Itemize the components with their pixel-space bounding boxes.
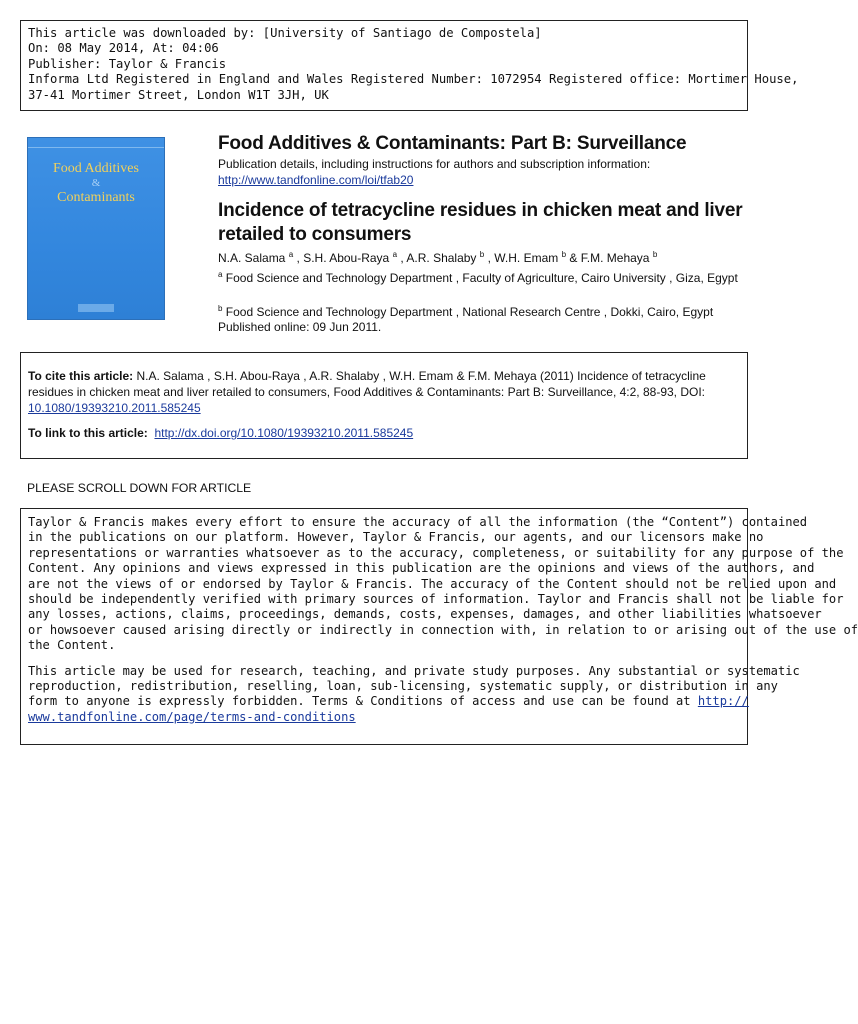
cover-title-line: Contaminants <box>57 190 135 205</box>
citation-label: To cite this article: <box>28 369 134 383</box>
separator: & <box>569 251 578 265</box>
citation-box <box>20 352 748 459</box>
usage-line <box>28 694 749 709</box>
journal-url-link[interactable]: http://www.tandfonline.com/loi/tfab20 <box>218 173 414 187</box>
author-name: N.A. Salama <box>218 251 286 265</box>
disclaimer-line: in the publications on our platform. However, Taylor & Francis, our agents, and our licensors make no <box>28 530 764 545</box>
disclaimer-line: Content. Any opinions and views expressed in this publication are the opinions and views of the authors, and <box>28 561 815 576</box>
separator: , <box>487 251 491 265</box>
download-info-line: On: 08 May 2014, At: 04:06 <box>28 41 219 56</box>
cover-title-line: Food Additives <box>53 161 139 176</box>
author-name: F.M. Mehaya <box>580 251 650 265</box>
download-info-box <box>20 20 799 111</box>
published-date: Published online: 09 Jun 2011. <box>218 320 382 334</box>
separator: , <box>400 251 404 265</box>
affiliation-mark: b <box>652 250 658 259</box>
disclaimer-line: should be independently verified with primary sources of information. Taylor and Francis shall not be liable for <box>28 592 844 607</box>
download-info-line: This article was downloaded by: [University of Santiago de Compostela] <box>28 26 542 40</box>
affiliation-mark: b <box>218 304 223 313</box>
publication-details: Publication details, including instructions for authors and subscription information: <box>218 157 651 171</box>
article-link-line <box>28 426 740 440</box>
author-name: S.H. Abou-Raya <box>303 251 390 265</box>
affiliation-text: Food Science and Technology Department , National Research Centre , Dokki, Cairo, Egypt <box>225 305 714 319</box>
affiliation-mark: b <box>479 250 485 259</box>
usage-paragraph <box>28 663 800 726</box>
terms-link[interactable]: http:// <box>697 694 749 709</box>
disclaimer-line: or howsoever caused arising directly or indirectly in connection with, in relation to or arising out of the use of <box>28 622 858 637</box>
citation-body: N.A. Salama , S.H. Abou-Raya , A.R. Shalaby , W.H. Emam & F.M. Mehaya (2011) Incidence of tetracycline residues in chicken meat and liver retailed to consumers, Food Additives & Contaminants: Part B: Surveillance, 4:2, 88-93, DOI: <box>28 369 706 399</box>
article-title: Incidence of tetracycline residues in chicken meat and liver retailed to consumers <box>218 200 743 245</box>
journal-title: Food Additives & Contaminants: Part B: Surveillance <box>218 133 687 154</box>
cover-top-strip <box>28 138 164 148</box>
disclaimer-line: are not the views of or endorsed by Taylor & Francis. The accuracy of the Content should not be relied upon and <box>28 576 837 591</box>
affiliation-text: Food Science and Technology Department , Faculty of Agriculture, Cairo University , Giza, Egypt <box>225 271 738 285</box>
disclaimer-line: representations or warranties whatsoever as to the accuracy, completeness, or suitability for any purpose of the <box>28 545 844 560</box>
download-info-line: Publisher: Taylor & Francis <box>28 56 227 71</box>
download-info-line: Informa Ltd Registered in England and Wales Registered Number: 1072954 Registered office: Mortimer House, <box>28 72 799 87</box>
affiliation-mark: b <box>561 250 567 259</box>
affiliation-a <box>218 271 748 287</box>
disclaimer-line: any losses, actions, claims, proceedings, demands, costs, expenses, damages, and other liabilities whatsoever <box>28 607 822 622</box>
journal-cover-image <box>27 137 165 320</box>
usage-line <box>28 710 740 725</box>
citation-text <box>28 368 740 416</box>
author-name: A.R. Shalaby <box>406 251 477 265</box>
article-link-label: To link to this article: <box>28 426 148 440</box>
affiliation-mark: a <box>218 270 223 279</box>
article-doi-url-link[interactable]: http://dx.doi.org/10.1080/19393210.2011.585245 <box>154 426 414 440</box>
usage-line: This article may be used for research, teaching, and private study purposes. Any substantial or systematic <box>28 663 800 678</box>
terms-link[interactable]: www.tandfonline.com/page/terms-and-conditions <box>28 709 356 724</box>
affiliation-mark: a <box>288 250 294 259</box>
download-info-line: 37-41 Mortimer Street, London W1T 3JH, UK <box>28 87 329 102</box>
usage-line: reproduction, redistribution, reselling, loan, sub-licensing, systematic supply, or distribution in any <box>28 679 778 694</box>
scroll-down-notice: PLEASE SCROLL DOWN FOR ARTICLE <box>27 481 252 495</box>
separator: , <box>296 251 300 265</box>
doi-link[interactable]: 10.1080/19393210.2011.585245 <box>28 401 201 415</box>
affiliation-b <box>218 305 713 319</box>
author-list <box>218 251 657 265</box>
cover-title-amp: & <box>91 177 101 189</box>
disclaimer-box <box>20 508 858 745</box>
disclaimer-line: Taylor & Francis makes every effort to ensure the accuracy of all the information (the “Content”) contained <box>28 515 808 529</box>
disclaimer-line: the Content. <box>28 638 116 653</box>
author-name: W.H. Emam <box>494 251 559 265</box>
affiliation-mark: a <box>392 250 398 259</box>
usage-text: form to anyone is expressly forbidden. Terms & Conditions of access and use can be found at <box>28 694 698 709</box>
publisher-logo-icon <box>78 304 114 312</box>
disclaimer-paragraph <box>28 515 858 654</box>
